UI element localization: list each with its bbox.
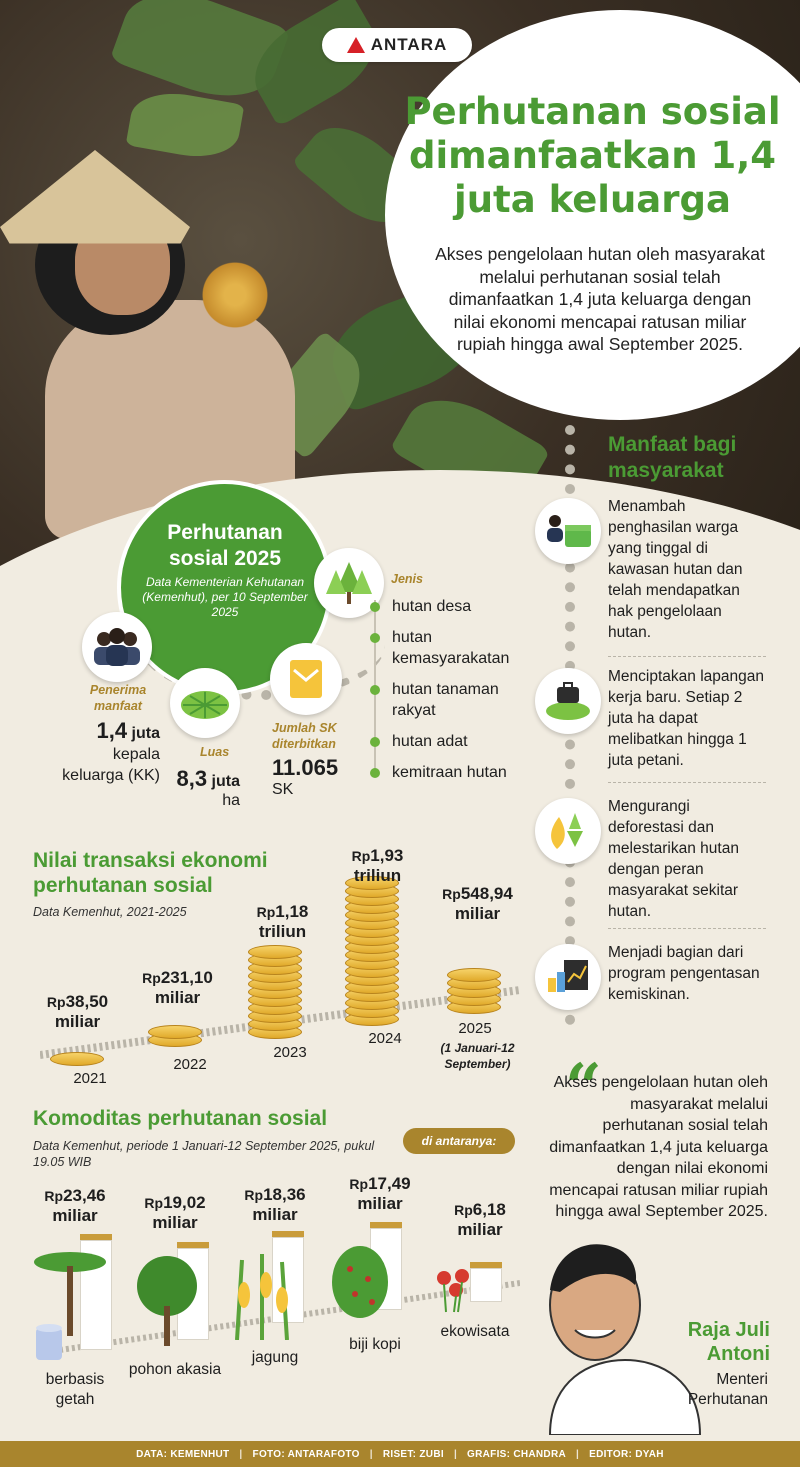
antara-logo-mark-icon xyxy=(347,37,365,53)
penerima-unit-inline: juta xyxy=(131,725,160,742)
flower-icon xyxy=(434,1268,478,1314)
komoditas-name-label: ekowisata xyxy=(440,1323,510,1340)
komoditas-badge: di antaranya: xyxy=(403,1128,515,1154)
manfaat-item-1: Menambah penghasilan warga yang tinggal di kawasan hutan dan telah mendapatkan hak pengelolaan hutan. xyxy=(608,498,743,641)
card-source: Data Kementerian Kehutanan (Kemenhut), per 10 September 2025 xyxy=(142,575,308,619)
sk-unit: SK xyxy=(272,781,294,798)
corn-icon xyxy=(222,1250,302,1340)
komoditas-name-label: berbasis getah xyxy=(45,1371,105,1408)
transaksi-value-label: Rp548,94 miliar xyxy=(442,884,513,923)
transaksi-year-label: 2023 xyxy=(273,1044,307,1061)
komoditas-name-label: pohon akasia xyxy=(128,1361,222,1378)
penerima-stat xyxy=(60,718,160,786)
land-icon xyxy=(170,668,240,738)
manfaat-divider xyxy=(608,928,766,929)
intro-text: Akses pengelolaan hutan oleh masyarakat melalui perhutanan sosial telah dimanfaatkan 1,4 juta keluarga dengan nilai ekonomi mencapai ratusan miliar rupiah hingga awal September 2025. xyxy=(435,244,765,354)
footer: DATA: KEMENHUT | FOTO: ANTARAFOTO | RISET: ZUBI | GRAFIS: CHANDRA | EDITOR: DYAH xyxy=(0,1441,800,1467)
minister-role: Menteri Perhutanan xyxy=(687,1371,768,1408)
transaksi-value-label: Rp1,93 triliun xyxy=(351,846,404,885)
luas-value: 8,3 xyxy=(176,766,208,791)
manfaat-divider xyxy=(608,782,766,783)
manfaat-item-4: Menjadi bagian dari program pengentasan kemiskinan. xyxy=(608,944,760,1003)
sk-label: Jumlah SK diterbitkan xyxy=(272,721,337,751)
minister-name: Raja Juli Antoni xyxy=(687,1319,770,1365)
luas-label: Luas xyxy=(200,745,230,759)
jenis-item: hutan desa xyxy=(370,596,540,617)
transaksi-year-label: 2022 xyxy=(173,1056,207,1073)
quote-text: Akses pengelolaan hutan oleh masyarakat melalui perhutanan sosial telah dimanfaatkan 1,4 juta keluarga dengan nilai ekonomi mencapai ratusan miliar rupiah hingga awal September 2025. xyxy=(549,1074,768,1220)
transaksi-note: (1 Januari-12 September) xyxy=(440,1041,515,1071)
coin-stack-coin xyxy=(50,1052,104,1066)
penerima-unit: kepala keluarga (KK) xyxy=(62,746,160,784)
jenis-item: hutan kemasyarakatan xyxy=(370,627,540,669)
jenis-item: hutan tanaman rakyat xyxy=(370,679,540,721)
coffee-plant-icon xyxy=(330,1244,390,1324)
jenis-item: hutan adat xyxy=(370,731,540,752)
komoditas-value-label: Rp23,46 miliar xyxy=(44,1186,106,1225)
manfaat-title: Manfaat bagi masyarakat xyxy=(608,433,737,482)
footer-foto: FOTO: ANTARAFOTO xyxy=(252,1448,360,1460)
komoditas-value-label: Rp6,18 miliar xyxy=(454,1200,506,1239)
jenis-item: kemitraan hutan xyxy=(370,762,540,783)
card-title: Perhutanan sosial 2025 xyxy=(167,521,283,570)
footer-data: DATA: KEMENHUT xyxy=(136,1448,230,1460)
transaksi-title: Nilai transaksi ekonomi perhutanan sosial xyxy=(33,849,268,897)
transaksi-year-label: 2021 xyxy=(73,1070,107,1087)
sk-stat xyxy=(272,755,338,799)
transaksi-year-label: 2025 xyxy=(458,1020,492,1037)
chart-icon xyxy=(535,944,601,1010)
manfaat-item-3: Mengurangi deforestasi dan melestarikan hutan dengan peran masyarakat sekitar hutan. xyxy=(608,798,739,920)
leaf-drop-icon xyxy=(535,798,601,864)
komoditas-value-label: Rp18,36 miliar xyxy=(244,1185,306,1224)
transaksi-source: Data Kemenhut, 2021-2025 xyxy=(33,905,187,919)
komoditas-value-label: Rp17,49 miliar xyxy=(349,1174,411,1213)
footer-editor: EDITOR: DYAH xyxy=(589,1448,664,1460)
jenis-list xyxy=(370,596,540,793)
sk-value: 11.065 xyxy=(272,755,339,780)
transaksi-value-label: Rp231,10 miliar xyxy=(142,968,213,1007)
acacia-tree-icon xyxy=(132,1256,202,1348)
antara-logo xyxy=(322,28,472,62)
manfaat-item-2: Menciptakan lapangan kerja baru. Setiap 2 juta ha dapat melibatkan hingga 1 juta petani. xyxy=(608,668,764,769)
komoditas-name-label: biji kopi xyxy=(349,1336,401,1353)
page-title: Perhutanan sosial dimanfaatkan 1,4 juta keluarga xyxy=(404,90,781,221)
jenis-label: Jenis xyxy=(391,572,423,586)
money-icon xyxy=(535,498,601,564)
document-icon xyxy=(270,643,342,715)
penerima-label: Penerima manfaat xyxy=(89,683,147,713)
logo-text: ANTARA xyxy=(370,35,448,54)
komoditas-title: Komoditas perhutanan sosial xyxy=(33,1107,328,1130)
luas-unit: ha xyxy=(222,792,240,809)
luas-stat xyxy=(160,766,240,810)
footer-riset: RISET: ZUBI xyxy=(382,1448,444,1460)
komoditas-source: Data Kemenhut, periode 1 Januari-12 September 2025, pukul 19.05 WIB xyxy=(33,1139,375,1169)
quote-mark-icon: “ xyxy=(565,1050,602,1125)
transaksi-value-label: Rp1,18 triliun xyxy=(256,902,309,941)
transaksi-value-label: Rp38,50 miliar xyxy=(46,992,109,1031)
briefcase-icon xyxy=(535,668,601,734)
transaksi-year-label: 2024 xyxy=(368,1030,402,1047)
people-icon xyxy=(82,612,152,682)
komoditas-value-label: Rp19,02 miliar xyxy=(144,1193,206,1232)
rubber-tree-icon xyxy=(32,1248,108,1366)
coin-stack-coin xyxy=(148,1025,202,1039)
komoditas-name-label: jagung xyxy=(251,1349,299,1366)
footer-grafis: GRAFIS: CHANDRA xyxy=(467,1448,566,1460)
coin-stack-coin xyxy=(447,968,501,982)
manfaat-divider xyxy=(608,656,766,657)
luas-unit-inline: juta xyxy=(211,773,240,790)
penerima-value: 1,4 xyxy=(96,718,128,743)
coin-stack-coin xyxy=(248,945,302,959)
